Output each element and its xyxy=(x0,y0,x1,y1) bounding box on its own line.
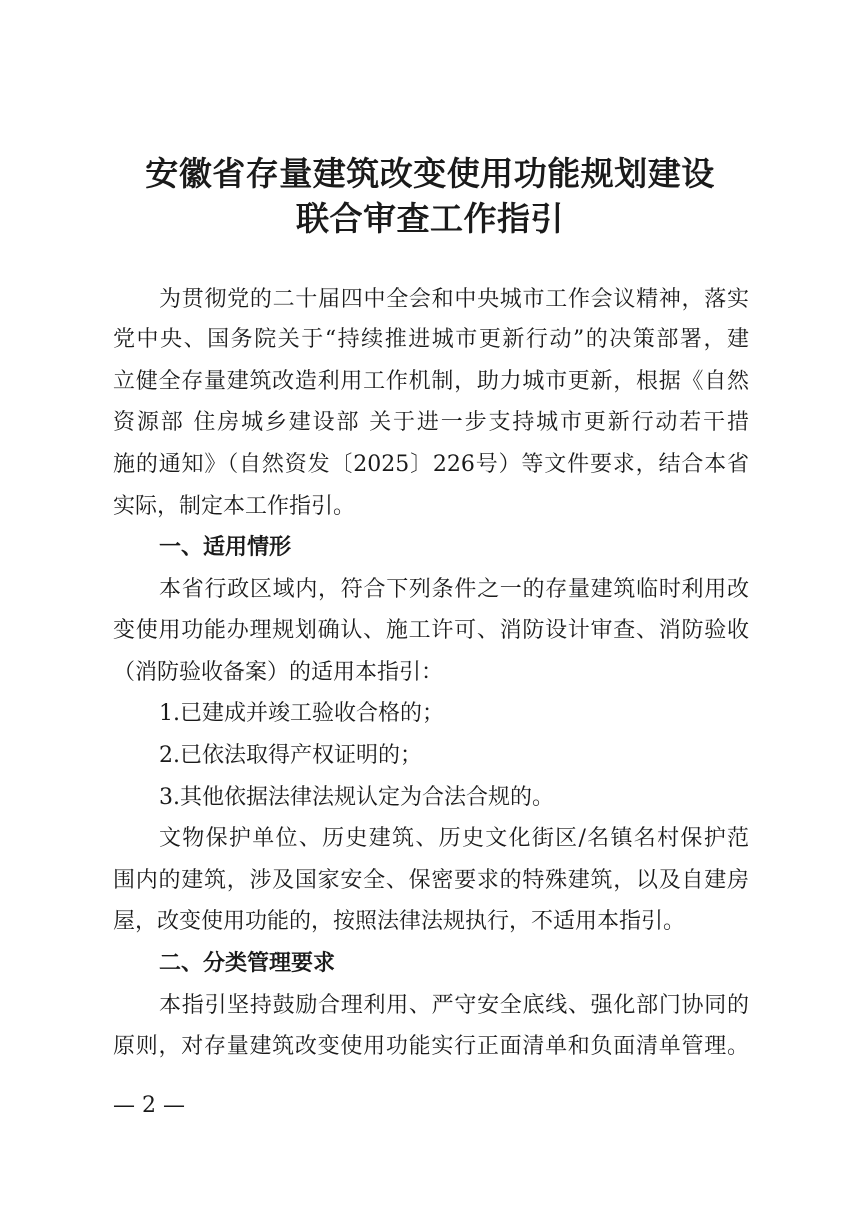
paragraph-line: 资源部 住房城乡建设部 关于进一步支持城市更新行动若干措 xyxy=(113,410,749,435)
paragraph-line: （消防验收备案）的适用本指引： xyxy=(113,660,444,685)
paragraph-line: 党中央、国务院关于“持续推进城市更新行动”的决策部署，建 xyxy=(113,327,749,352)
paragraph-line: 实际，制定本工作指引。 xyxy=(113,494,356,519)
paragraph-line: 为贯彻党的二十届四中全会和中央城市工作会议精神，落实 xyxy=(159,287,749,312)
list-item: 2.已依法取得产权证明的； xyxy=(159,743,422,768)
paragraph-line: 立健全存量建筑改造利用工作机制，助力城市更新，根据《自然 xyxy=(113,369,749,394)
section-heading-applicable-situations: 一、适用情形 xyxy=(159,535,292,560)
paragraph-line: 本省行政区域内，符合下列条件之一的存量建筑临时利用改 xyxy=(159,577,749,602)
document-title-line-1: 安徽省存量建筑改变使用功能规划建设 xyxy=(145,154,715,193)
list-item: 1.已建成并竣工验收合格的； xyxy=(159,701,444,726)
paragraph-line: 原则，对存量建筑改变使用功能实行正面清单和负面清单管理。 xyxy=(113,1034,749,1059)
list-item: 3.其他依据法律法规认定为合法合规的。 xyxy=(159,785,554,810)
page-number: — 2 — xyxy=(113,1093,185,1118)
paragraph-line: 施的通知》（自然资发〔2025〕226号）等文件要求，结合本省 xyxy=(113,452,749,477)
paragraph-line: 屋，改变使用功能的，按照法律法规执行，不适用本指引。 xyxy=(113,909,686,934)
paragraph-line: 围内的建筑，涉及国家安全、保密要求的特殊建筑，以及自建房 xyxy=(113,868,749,893)
paragraph-line: 文物保护单位、历史建筑、历史文化街区/名镇名村保护范 xyxy=(159,826,749,851)
paragraph-line: 本指引坚持鼓励合理利用、严守安全底线、强化部门协同的 xyxy=(159,993,749,1018)
section-heading-classified-management: 二、分类管理要求 xyxy=(159,951,336,976)
document-title-line-2: 联合审查工作指引 xyxy=(296,199,564,238)
paragraph-line: 变使用功能办理规划确认、施工许可、消防设计审查、消防验收 xyxy=(113,618,749,643)
